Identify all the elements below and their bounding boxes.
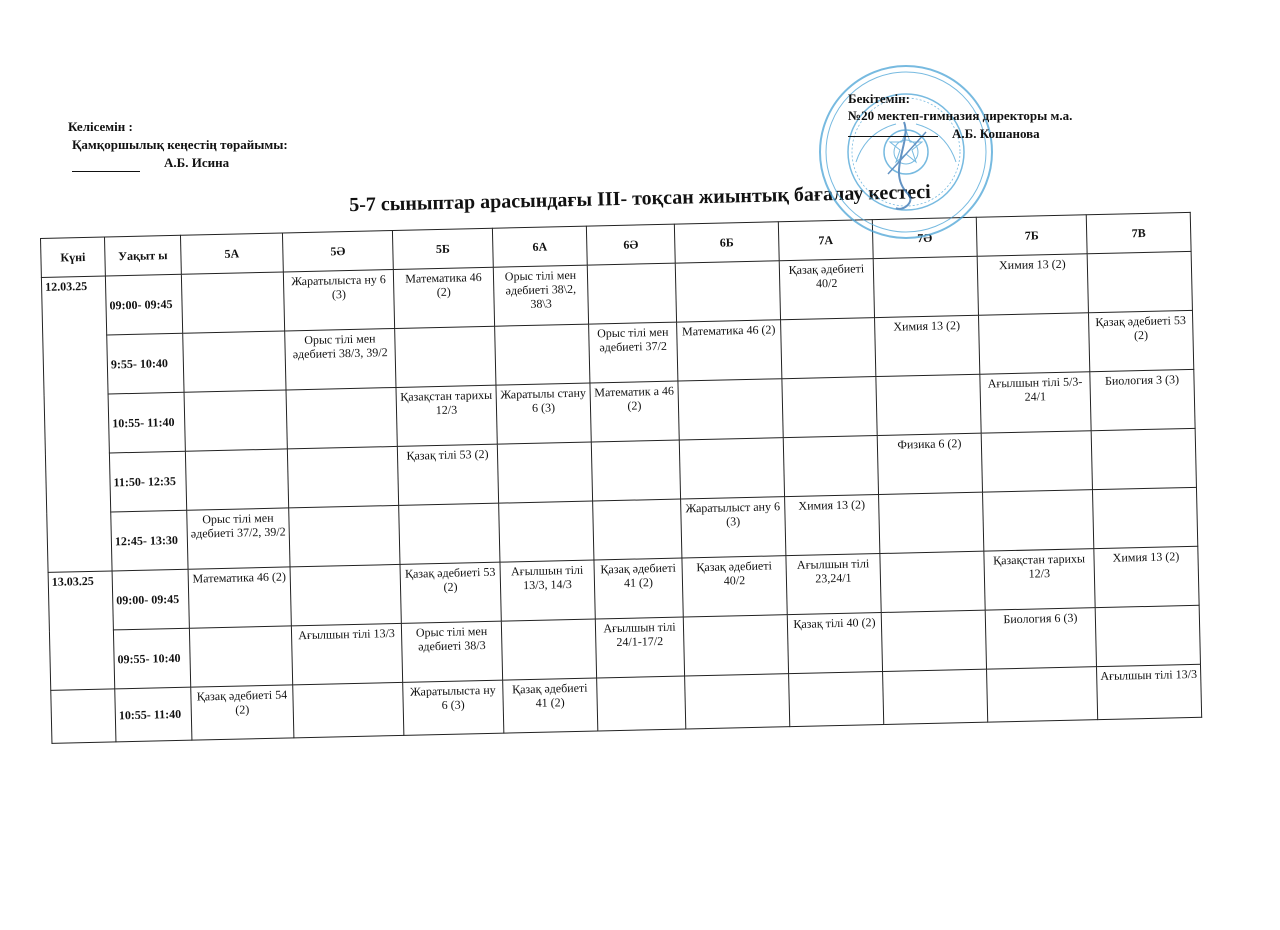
schedule-cell: Қазақстан тарихы 12/3 <box>396 385 497 446</box>
schedule-cell: Ағылшын тілі 5/3-24/1 <box>980 372 1091 433</box>
schedule-cell: Жаратылыста ну 6 (3) <box>403 680 504 735</box>
schedule-cell <box>683 615 788 676</box>
schedule-cell <box>181 272 284 333</box>
schedule-cell: Қазақ әдебиеті 54 (2) <box>191 685 294 740</box>
schedule-cell: Орыс тілі мен әдебиеті 38/3, 39/2 <box>285 328 396 389</box>
schedule-cell <box>495 324 590 385</box>
official-stamp-icon <box>816 62 996 242</box>
signature-blank <box>72 157 140 172</box>
schedule-cell <box>1091 428 1196 489</box>
schedule-cell: Ағылшын тілі 13/3 <box>1096 664 1201 719</box>
time-cell: 11:50- 12:35 <box>109 451 186 512</box>
schedule-cell: Жаратылыст ану 6 (3) <box>681 497 786 558</box>
schedule-cell <box>983 490 1094 551</box>
schedule-cell: Химия 13 (2) <box>875 315 980 376</box>
schedule-cell: Ағылшын тілі 24/1-17/2 <box>595 617 684 678</box>
schedule-cell: Қазақ әдебиеті 53 (2) <box>1088 310 1193 371</box>
schedule-cell <box>675 261 780 322</box>
header-cell: 5Ә <box>282 231 393 272</box>
schedule-cell: Химия 13 (2) <box>977 254 1088 315</box>
header-cell: Күні <box>41 237 106 277</box>
schedule-cell <box>1095 605 1200 666</box>
schedule-cell <box>782 377 877 438</box>
schedule-cell: Математик а 46 (2) <box>590 381 679 442</box>
page-title: 5-7 сыныптар арасындағы ІІІ- тоқсан жиынтық бағалау кестесі <box>348 180 931 217</box>
schedule-cell <box>395 326 496 387</box>
header-cell: 6Ә <box>586 224 675 265</box>
schedule-table-wrapper <box>40 212 1201 744</box>
schedule-cell <box>289 505 400 566</box>
time-cell: 12:45- 13:30 <box>111 510 188 571</box>
schedule-cell <box>783 436 878 497</box>
signature-blank <box>848 134 938 137</box>
agreement-name: А.Б. Исина <box>164 155 230 170</box>
schedule-cell <box>189 626 292 687</box>
date-cell: 13.03.25 <box>48 571 115 690</box>
date-cell: 12.03.25 <box>41 276 112 572</box>
header-cell: 5Б <box>392 228 493 269</box>
schedule-cell <box>881 610 986 671</box>
schedule-cell <box>399 503 500 564</box>
schedule-cell <box>987 667 1098 722</box>
schedule-cell: Химия 13 (2) <box>785 495 880 556</box>
time-cell: 09:00- 09:45 <box>112 569 189 630</box>
schedule-cell: Химия 13 (2) <box>1094 546 1199 607</box>
approval-role: №20 мектеп-гимназия директоры м.а. <box>848 108 1073 123</box>
agreement-block <box>68 118 288 172</box>
schedule-cell <box>499 501 594 562</box>
schedule-cell <box>286 387 397 448</box>
schedule-cell: Биология 6 (3) <box>985 608 1096 669</box>
schedule-cell <box>678 379 783 440</box>
schedule-cell <box>497 442 592 503</box>
schedule-cell: Қазақ әдебиеті 40/2 <box>779 259 874 320</box>
schedule-cell: Қазақстан тарихы 12/3 <box>984 549 1095 610</box>
agreement-role: Қамқоршылық кеңестің төрайымы: <box>72 137 288 152</box>
schedule-cell: Орыс тілі мен әдебиеті 37/2, 39/2 <box>187 508 290 569</box>
agreement-signature-line <box>68 154 288 172</box>
schedule-cell <box>876 374 981 435</box>
schedule-cell: Биология 3 (3) <box>1090 369 1195 430</box>
schedule-cell <box>685 674 790 729</box>
time-cell: 10:55- 11:40 <box>115 687 192 742</box>
schedule-cell: Орыс тілі мен әдебиеті 38/3 <box>401 621 502 682</box>
time-cell: 10:55- 11:40 <box>108 392 185 453</box>
schedule-cell <box>1087 251 1192 312</box>
schedule-cell: Жаратылыста ну 6 (3) <box>283 269 394 330</box>
schedule-cell <box>183 331 286 392</box>
schedule-cell <box>880 551 985 612</box>
schedule-cell: Математика 46 (2) <box>393 267 494 328</box>
approval-block <box>848 90 1072 142</box>
schedule-cell <box>287 446 398 507</box>
schedule-cell: Қазақ әдебиеті 53 (2) <box>400 562 501 623</box>
header-cell: 7В <box>1086 212 1191 253</box>
schedule-cell <box>883 669 988 724</box>
schedule-cell <box>781 318 876 379</box>
schedule-cell: Ағылшын тілі 13/3 <box>291 623 402 684</box>
schedule-cell <box>879 492 984 553</box>
schedule-cell <box>591 440 680 501</box>
schedule-cell <box>873 256 978 317</box>
header-cell: 7А <box>778 220 873 261</box>
schedule-cell <box>593 499 682 560</box>
header-cell: Уақыт ы <box>104 235 181 276</box>
schedule-cell: Орыс тілі мен әдебиеті 38\2, 38\3 <box>493 265 588 326</box>
schedule-cell <box>501 619 596 680</box>
schedule-cell <box>185 449 288 510</box>
schedule-cell: Қазақ әдебиеті 41 (2) <box>594 558 683 619</box>
schedule-cell <box>290 564 401 625</box>
schedule-cell <box>679 438 784 499</box>
schedule-cell <box>587 263 676 324</box>
header-cell: 6Б <box>674 222 779 263</box>
header-cell: 6А <box>492 226 587 267</box>
approval-name: А.Б. Кошанова <box>952 126 1040 141</box>
schedule-cell <box>978 313 1089 374</box>
schedule-cell <box>1092 487 1197 548</box>
agreement-heading: Келісемін : <box>68 119 133 134</box>
schedule-table <box>40 212 1202 744</box>
schedule-cell: Қазақ тілі 40 (2) <box>787 613 882 674</box>
time-cell: 09:55- 10:40 <box>113 628 190 689</box>
approval-heading: Бекітемін: <box>848 91 910 106</box>
time-cell: 09:00- 09:45 <box>105 274 182 335</box>
schedule-cell: Қазақ әдебиеті 40/2 <box>682 556 787 617</box>
schedule-cell: Ағылшын тілі 23,24/1 <box>786 554 881 615</box>
schedule-cell <box>293 682 404 737</box>
schedule-cell: Математика 46 (2) <box>188 567 291 628</box>
schedule-cell: Орыс тілі мен әдебиеті 37/2 <box>589 322 678 383</box>
schedule-cell: Қазақ тілі 53 (2) <box>397 444 498 505</box>
header-cell: 7Ә <box>872 217 977 258</box>
schedule-cell <box>789 671 884 726</box>
schedule-cell <box>184 390 287 451</box>
schedule-cell: Физика 6 (2) <box>877 433 982 494</box>
schedule-cell: Ағылшын тілі 13/3, 14/3 <box>500 560 595 621</box>
header-cell: 5А <box>180 233 283 274</box>
schedule-cell: Математика 46 (2) <box>677 320 782 381</box>
schedule-cell: Жаратылы стану 6 (3) <box>496 383 591 444</box>
time-cell: 9:55- 10:40 <box>107 333 184 394</box>
schedule-cell <box>981 431 1092 492</box>
schedule-cell: Қазақ әдебиеті 41 (2) <box>503 678 598 733</box>
date-cell-empty <box>51 689 116 743</box>
schedule-cell <box>597 676 686 731</box>
header-cell: 7Б <box>976 215 1087 256</box>
